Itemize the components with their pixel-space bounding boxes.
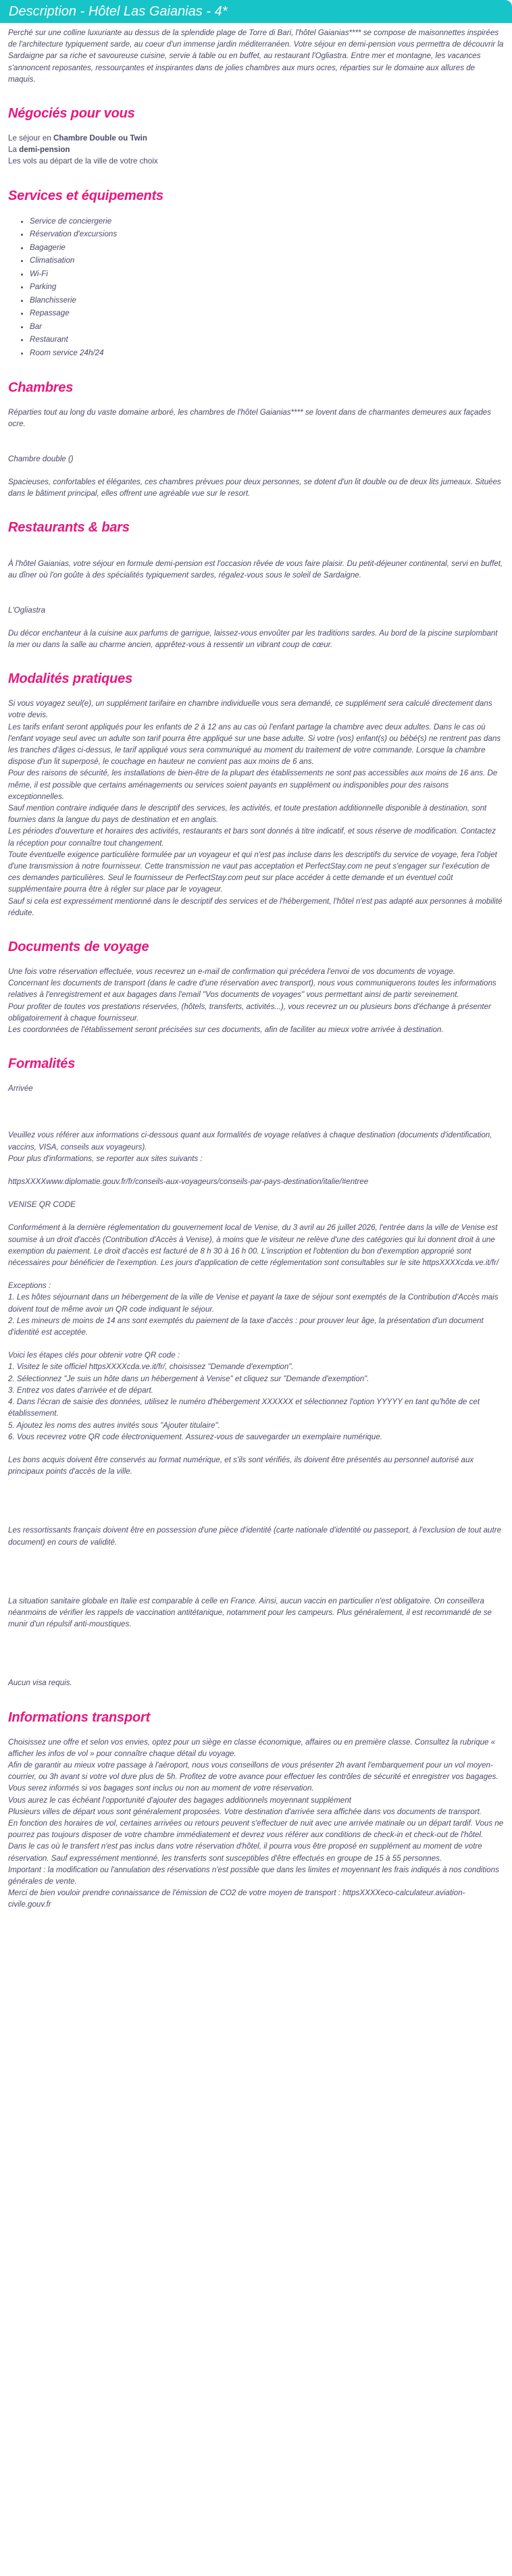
bons-paragraph: Les bons acquis doivent être conservés au format numérique, et s'ils sont vérifiés, ils doivent être présentés au personnel autorisé aux principaux points d'accès de la ville. [8, 1455, 474, 1476]
page-title-banner [0, 0, 512, 23]
section-title-restaurants: Restaurants & bars [8, 520, 130, 536]
list-item: • Restaurant [30, 333, 504, 346]
formalites-paragraph: Veuillez vous référer aux informations ci-dessous quant aux formalités de voyage relatives à chaque destination (documents d'identification, vaccins, VISA, conseils aux voyageurs). [8, 1131, 492, 1152]
content [0, 27, 512, 1911]
venise-paragraph: Conformément à la dernière réglementation du gouvernement local de Venise, du 3 avril au 26 juillet 2026, l'entrée dans la ville de Venise est soumise à un droit d'accès (Contribution d'Accès à Venise), à moins que le visiteur ne relève d'une des catégories qui lui donnent droit à une exemption du paiement. Le droit d'accès est facturé de 8 h 30 à 16 h 00. L'inscription et l'obtention du bon d'exemption approprié sont nécessaires pour bénéficier de l'exemption. Les jours d'application de cette réglementation sont consultables sur le site httpsXXXXcda.ve.it/fr/ [8, 1223, 499, 1268]
steps-title: Voici les étapes clés pour obtenir votre QR code : [8, 1351, 180, 1360]
section-title-chambres: Chambres [8, 380, 74, 396]
formalites-text [8, 1083, 504, 1689]
negocies-line-2: La demi-pension [8, 145, 70, 155]
ressortissants-paragraph: Les ressortissants français doivent être en possession d'une pièce d'identité (carte nationale d'identité ou passeport, à l'exclusion de tout autre document) en cours de validité. [8, 1526, 502, 1547]
list-item: • Wi-Fi [30, 267, 504, 281]
exception-item: 1. Les hôtes séjournant dans un hébergement de la ville de Venise et payant la taxe de séjour sont exemptés de la Contribution d'Accès mais doivent tout de même avoir un QR code indiquant le séjour. [8, 1293, 498, 1314]
transport-line: Vous aurez le cas échéant l'opportunité d'ajouter des bagages additionnels moyennant supplément [8, 1795, 352, 1805]
section-title-documents: Documents de voyage [8, 939, 149, 955]
chambres-room-name: Chambre double () [8, 454, 74, 463]
modalites-text [8, 698, 504, 919]
modalites-line: Les tarifs enfant seront appliqués pour les enfants de 2 à 12 ans au cas où l'enfant partage la chambre avec deux adultes. Dans le cas où l'enfant voyage seul avec un adulte son tarif pourra être appliqué sur une base adulte. Si votre (vos) enfant(s) ou bébé(s) ne rentrent pas dans les tranches d'âges ci-dessus, le tarif appliqué vous sera communiqué au moment du traitement de votre commande. Lorsque la chambre dispose d'un lit superposé, le couchage en hauteur ne convient pas aux moins de 6 ans. [8, 722, 501, 767]
visa-paragraph: Aucun visa requis. [8, 1678, 72, 1688]
step-item: 3. Entrez vos dates d'arrivée et de départ. [8, 1385, 153, 1395]
transport-line: Merci de bien vouloir prendre connaissance de l'émission de CO2 de votre moyen de transport : httpsXXXXeco-calculateur.aviation-civile.gouv.fr [8, 1888, 465, 1909]
restaurants-paragraph-2: Du décor enchanteur à la cuisine aux parfums de garrigue, laissez-vous envoûter par les traditions sardes. Au bord de la piscine surplombant la mer ou dans la salle au charme ancien, apprêtez-vous à ressentir un vibrant coup de cœur. [8, 628, 498, 649]
transport-line: Vous serez informés si vos bagages sont inclus ou non au moment de votre réservation. [8, 1784, 314, 1793]
documents-line: Concernant les documents de transport (dans le cadre d'une réservation avec transport), nous vous communiquerons toutes les informations relatives à l'enregistrement et aux bagages dans l'email "Vos documents de voyages" vous permettant ainsi de partir sereinement. [8, 979, 496, 1000]
section-title-transport: Informations transport [8, 1709, 151, 1725]
step-item: 4. Dans l'écran de saisie des données, utilisez le numéro d'hébergement XXXXXX et sélectionnez l'option YYYYY en tant qu'hôte de cet établissement. [8, 1397, 480, 1418]
restaurant-name: L'Ogliastra [8, 605, 46, 615]
restaurants-paragraph-1: À l'hôtel Gaianias, votre séjour en formule demi-pension est l'occasion rêvée de vous faire plaisir. Du petit-déjeuner continental, servi en buffet, au dîner où l'on goûte à des spécialités typiquement sardes, régalez-vous sous le soleil de Sardaigne. [8, 559, 503, 580]
step-item: 6. Vous recevrez votre QR code électroniquement. Assurez-vous de sauvegarder un exemplaire numérique. [8, 1432, 382, 1441]
modalites-line: Sauf mention contraire indiquée dans le descriptif des services, les activités, et toute prestation additionnelle disponible à destination, sont fournies dans la langue du pays de destination et en anglais. [8, 803, 487, 825]
exceptions-title: Exceptions : [8, 1281, 51, 1291]
list-item: • Blanchisserie [30, 294, 504, 307]
section-title-services: Services et équipements [8, 188, 163, 203]
section-title-modalites: Modalités pratiques [8, 671, 133, 687]
documents-line: Une fois votre réservation effectuée, vous recevrez un e-mail de confirmation qui précédera l'envoi de vos documents de voyage. [8, 967, 456, 977]
negocies-line-3: Les vols au départ de la ville de votre choix [8, 157, 158, 166]
transport-text [8, 1736, 504, 1911]
exception-item: 2. Les mineurs de moins de 14 ans sont exemptés du paiement de la taxe d'accès : pour prouver leur âge, la présentation d'un document d'identité est acceptée. [8, 1316, 484, 1337]
list-item: • Parking [30, 280, 504, 294]
section-title-negocies: Négociés pour vous [8, 106, 135, 122]
modalites-line: Toute éventuelle exigence particulière formulée par un voyageur et qui n'est pas incluse dans les descriptifs du service de voyage, fera l'objet d'une transmission à notre fournisseur. Cette transmission ne vaut pas acceptation et PerfectStay.com ne peut s'engager sur l'exécution de ces demandes particulières. Seul le fournisseur de PerfectStay.com peut sur place accéder à cette demande et un éventuel coût supplémentaire pourra être à régler sur place par le voyageur. [8, 850, 497, 894]
list-item: • Réservation d'excursions [30, 228, 504, 241]
sanitaire-paragraph: La situation sanitaire globale en Italie est comparable à celle en France. Ainsi, aucun vaccin en particulier n'est obligatoire. On conseillera néanmoins de vérifier les rappels de vaccination antitétanique, notamment pour les campeurs. Plus généralement, il est recommandé de se munir d'un répulsif anti-moustiques. [8, 1596, 492, 1629]
page-title: Description - Hôtel Las Gaianias - 4* [9, 4, 228, 19]
transport-line: Afin de garantir au mieux votre passage à l'aéroport, nous vous conseillons de vous présenter 2h avant l'embarquement pour un vol moyen-courrier, ou 3h avant si votre vol dure plus de 5h. Profitez de votre avance pour effectuer les contrôles de sécurité et enregistrer vos bagages. [8, 1760, 498, 1782]
formalites-paragraph: Pour plus d'informations, se reporter aux sites suivants : [8, 1154, 203, 1163]
section-title-formalites: Formalités [8, 1056, 76, 1072]
list-item: • Service de conciergerie [30, 215, 504, 228]
formalites-link[interactable]: httpsXXXXwww.diplomatie.gouv.fr/fr/conseils-aux-voyageurs/conseils-par-pays-destination/italie/#entree [8, 1177, 369, 1187]
chambres-paragraph-2: Spacieuses, confortables et élégantes, ces chambres prévues pour deux personnes, se dotent d'un lit double ou de deux lits jumeaux. Situées dans le bâtiment principal, elles offrent une agréable vue sur le resort. [8, 477, 501, 498]
venise-title: VENISE QR CODE [8, 1200, 76, 1210]
list-item: • Room service 24h/24 [30, 346, 504, 360]
transport-line: Important : la modification ou l'annulation des réservations n'est possible que dans les limites et moyennant les frais indiqués à nos conditions générales de vente. [8, 1865, 499, 1886]
formalites-arrivee: Arrivée [8, 1084, 33, 1093]
intro-paragraph: Perché sur une colline luxuriante au dessus de la splendide plage de Torre di Bari, l'hôtel Gaianias**** se compose de maisonnettes inspirées de l'architecture typiquement sarde, au coeur d'un immense jardin méditerranéen. Votre séjour en demi-pension vous permettra de découvrir la Sardaigne par sa riche et savoureuse cuisine, servie à table ou en buffet, au restaurant l'Ogliastra. Entre mer et montagne, les vacances s'annoncent reposantes, ressourçantes et inspirantes dans de jolies chambres aux murs ocres, réparties sur le domaine aux allures de maquis. [8, 28, 504, 84]
step-item: 1. Visitez le site officiel httpsXXXXcda.ve.it/fr/, choisissez "Demande d'exemption". [8, 1362, 294, 1372]
services-list [8, 215, 504, 360]
transport-line: En fonction des horaires de vol, certaines arrivées ou retours peuvent s'effectuer de nuit avec une arrivée matinale ou un départ tardif. Vous ne pourrez pas toujours disposer de votre chambre immédiatement et devrez vous référer aux conditions de check-in et check-out de l'hôtel. [8, 1818, 504, 1840]
modalites-line: Les périodes d'ouverture et horaires des activités, restaurants et bars sont donnés à titre indicatif, et sous réserve de modification. Contactez la réception pour connaître tout changement. [8, 827, 496, 848]
transport-line: Plusieurs villes de départ vous sont généralement proposées. Votre destination d'arrivée sera affichée dans vos documents de transport. [8, 1807, 482, 1816]
documents-line: Pour profiter de toutes vos prestations réservées, (hôtels, transferts, activités...), vous recevrez un ou plusieurs bons d'échange à présenter obligatoirement à chaque fournisseur. [8, 1002, 491, 1023]
chambres-paragraph-1: Réparties tout au long du vaste domaine arboré, les chambres de l'hôtel Gaianias**** se lovent dans de charmantes demeures aux façades ocre. [8, 408, 492, 429]
transport-line: Dans le cas où le transfert n'est pas inclus dans votre réservation d'hôtel, il pourra vous être proposé en supplément au moment de votre réservation. Sauf expressément mentionné, les transferts sont susceptibles d'être effectués en groupe de 15 à 55 personnes. [8, 1842, 482, 1863]
modalites-line: Sauf si cela est expressément mentionné dans le descriptif des services et de l'hébergement, l'hôtel n'est pas adapté aux personnes à mobilité réduite. [8, 896, 503, 917]
documents-text [8, 966, 504, 1035]
documents-line: Les coordonnées de l'établissement seront précisées sur ces documents, afin de faciliter au mieux votre arrivée à destination. [8, 1025, 444, 1035]
negocies-line-1: Le séjour en Chambre Double ou Twin [8, 134, 147, 143]
step-item: 2. Sélectionnez "Je suis un hôte dans un hébergement à Venise" et cliquez sur "Demande d'exemption". [8, 1374, 369, 1383]
modalites-line: Si vous voyagez seul(e), un supplément tarifaire en chambre individuelle vous sera demandé, ce supplément sera calculé directement dans votre devis. [8, 699, 492, 720]
modalites-line: Pour des raisons de sécurité, les installations de bien-être de la plupart des établissements ne sont pas accessibles aux moins de 16 ans. De même, il est possible que certains aménagements ou services soient payants en supplément ou indisponibles pour des raisons exceptionnelles. [8, 769, 498, 801]
list-item: • Repassage [30, 307, 504, 320]
list-item: • Bar [30, 320, 504, 334]
list-item: • Climatisation [30, 254, 504, 267]
list-item: • Bagagerie [30, 241, 504, 255]
transport-line: Choisissez une offre et selon vos envies, optez pour un siège en classe économique, affaires ou en première classe. Consultez la rubrique « afficher les infos de vol » pour connaître chaque détail du voyage. [8, 1737, 496, 1758]
step-item: 5. Ajoutez les noms des autres invités sous "Ajouter titulaire". [8, 1420, 220, 1430]
